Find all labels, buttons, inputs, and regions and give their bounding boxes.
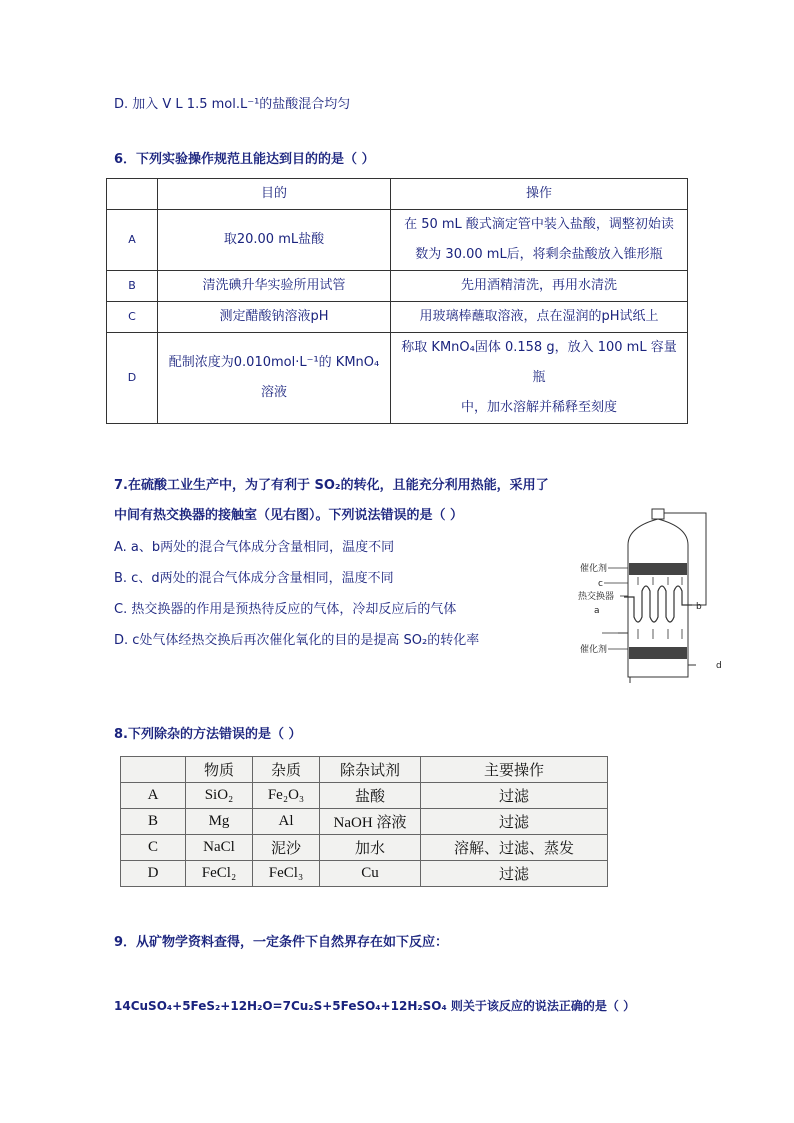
operation-cell: 用玻璃棒蘸取溶液，点在湿润的pH试纸上 [391,302,688,333]
q6-table [106,178,688,424]
table-row [121,861,608,887]
table-row [121,835,608,861]
table-cell: Cu [320,861,421,887]
header-cell: 主要操作 [421,757,608,783]
figure-label-c: c [598,579,603,589]
table-cell: 泥沙 [253,835,320,861]
aim-cell [158,333,391,424]
table-cell: 过滤 [421,783,608,809]
table-cell: 盐酸 [320,783,421,809]
table-row [107,210,688,271]
figure-label-catalyst1: 催化剂 [580,564,608,574]
header-cell: 除杂试剂 [320,757,421,783]
operation-line: 中，加水溶解并稀释至刻度 [460,400,617,415]
q7-stem-line1: 7.在硫酸工业生产中，为了有利于 SO₂的转化，且能充分利用热能，采用了 [114,478,549,493]
header-cell: 目的 [158,179,391,210]
table-cell: 过滤 [421,809,608,835]
table-cell: 过滤 [421,861,608,887]
q8-table [120,756,608,887]
operation-cell [391,333,688,424]
q7-option-c: C. 热交换器的作用是预热待反应的气体，冷却反应后的气体 [114,602,457,617]
table-cell: C [121,835,186,861]
row-label: D [107,333,158,424]
aim-line: 配制浓度为0.010mol·L⁻¹的 KMnO₄ [168,355,380,370]
table-cell: A [121,783,186,809]
row-label: A [107,210,158,271]
table-row [107,302,688,333]
table-header-row [121,757,608,783]
q7-option-b: B. c、d两处的混合气体成分含量相同，温度不同 [114,571,394,586]
table-cell: SiO₂ [186,783,253,809]
figure-label-exchanger: 热交换器 [578,592,615,602]
q5-option-d: D. 加入 V L 1.5 mol.L⁻¹的盐酸混合均匀 [114,97,351,112]
q9-stem: 9．从矿物学资料查得，一定条件下自然界存在如下反应： [114,935,449,950]
figure-label-catalyst2: 催化剂 [580,645,608,655]
table-row [121,783,608,809]
q9-equation: 14CuSO₄+5FeS₂+12H₂O=7Cu₂S+5FeSO₄+12H₂SO₄ 则关于该反应的说法正确的是（ ） [114,999,636,1013]
table-cell: NaCl [186,835,253,861]
figure-label-a: a [594,606,600,616]
header-cell [107,179,158,210]
table-cell: NaOH 溶液 [320,809,421,835]
table-row [107,271,688,302]
aim-line: 溶液 [260,385,287,400]
operation-cell [391,210,688,271]
header-cell [121,757,186,783]
q6-stem: 6．下列实验操作规范且能达到目的的是（ ） [114,152,375,167]
catalyst-bed-top [629,563,687,575]
table-row [107,333,688,424]
table-row [121,809,608,835]
table-cell: FeCl₂ [186,861,253,887]
table-header-row [107,179,688,210]
operation-line: 称取 KMnO₄固体 0.158 g，放入 100 mL 容量瓶 [401,340,677,385]
q8-stem: 8.下列除杂的方法错误的是（ ） [114,727,302,742]
table-cell: Mg [186,809,253,835]
header-cell: 操作 [391,179,688,210]
row-label: C [107,302,158,333]
header-cell: 物质 [186,757,253,783]
figure-label-d: d [716,661,722,671]
figure-label-b: b [696,602,702,612]
contact-chamber-diagram [578,505,728,683]
heat-exchanger-coil [624,586,692,622]
catalyst-bed-bottom [629,647,687,659]
aim-cell: 取20.00 mL盐酸 [158,210,391,271]
q7-option-a: A. a、b两处的混合气体成分含量相同，温度不同 [114,540,395,555]
operation-cell: 先用酒精清洗，再用水清洗 [391,271,688,302]
table-cell: FeCl₃ [253,861,320,887]
table-cell: 溶解、过滤、蒸发 [421,835,608,861]
table-cell: 加水 [320,835,421,861]
row-label: B [107,271,158,302]
aim-cell: 清洗碘升华实验所用试管 [158,271,391,302]
header-cell: 杂质 [253,757,320,783]
q7-option-d: D. c处气体经热交换后再次催化氧化的目的是提高 SO₂的转化率 [114,633,480,648]
table-cell: D [121,861,186,887]
operation-line: 在 50 mL 酸式滴定管中装入盐酸，调整初始读 [404,217,674,232]
q7-stem-line2: 中间有热交换器的接触室（见右图）。下列说法错误的是（ ） [114,508,464,523]
table-cell: Fe₂O₃ [253,783,320,809]
aim-cell: 测定醋酸钠溶液pH [158,302,391,333]
table-cell: Al [253,809,320,835]
table-cell: B [121,809,186,835]
operation-line: 数为 30.00 mL后，将剩余盐酸放入锥形瓶 [415,247,663,262]
